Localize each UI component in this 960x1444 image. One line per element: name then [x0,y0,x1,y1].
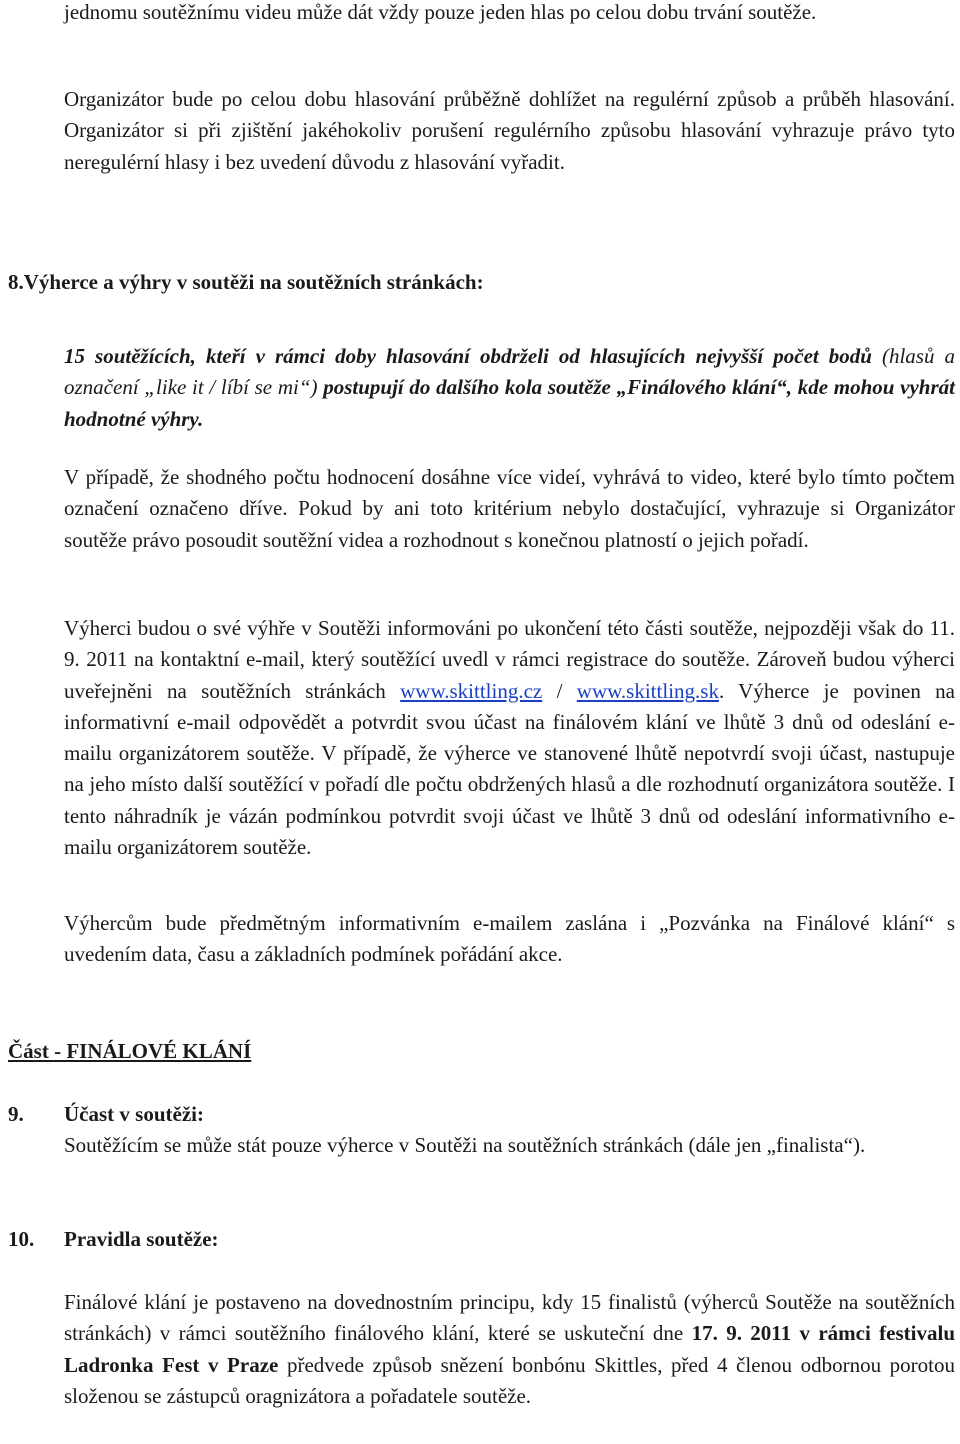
paragraph-voting-supervision: Organizátor bude po celou dobu hlasování průběžně dohlížet na regulérní způsob a průběh hlasování. Organizátor si při zjištění jakéhokoliv porušení regulérního způsobu hlasování vyhrazuje právo tyto neregulérní hlasy i bez uvedení důvodu z hlasování vyřadit. [64,87,955,174]
section-10-title: Pravidla soutěže: [64,1227,219,1251]
link-skittling-sk[interactable]: www.skittling.sk [576,678,719,703]
rules-text-b: 17. 9. 2011 v rámci festivalu Ladronka Fest v Praze [64,1321,955,1377]
paragraph-voting-limit: jednomu soutěžnímu videu může dát vždy pouze jeden hlas po celou dobu trvání soutěže. [64,0,817,24]
link-skittling-cz[interactable]: www.skittling.cz [400,678,543,703]
link-separator: / [542,678,577,703]
part-heading-final: Část - FINÁLOVÉ KLÁNÍ [8,1039,252,1063]
section-10-number: 10. [8,1227,35,1251]
winners-text-a: 15 soutěžících, kteří v rámci doby hlasování obdrželi od hlasujících nejvyšší počet bodů [64,344,882,368]
rules-text-a: Finálové klání je postaveno na dovednostním principu, kdy 15 finalistů (výherců Soutěže na soutěžních stránkách) v rámci soutěžního finálového klání, které se uskuteční dne [64,1290,955,1346]
section-heading-8: 8.Výherce a výhry v soutěži na soutěžních stránkách: [8,270,484,294]
paragraph-invitation: Výhercům bude předmětným informativním e-mailem zaslána i „Pozvánka na Finálové klání“ s uvedením data, času a základních podmínek pořádání akce. [64,911,955,967]
paragraph-tie-rule: V případě, že shodného počtu hodnocení dosáhne více videí, vyhrává to video, které bylo tímto počtem označení označeno dříve. Pokud by ani toto kritérium nebylo dostačující, vyhrazuje si Organizátor soutěže právo posoudit soutěžní videa a rozhodnout s konečnou platností o jejich pořadí. [64,465,955,552]
notification-text-a: Výherci budou o své výhře v Soutěži informováni po ukončení této části soutěže, nejpozději však do 11. 9. 2011 na kontaktní e-mail, který soutěžící uvedl v rámci registrace do soutěže. Zároveň budou výherci uveřejněni na soutěžních stránkách [64,616,955,703]
winners-text-b: (hlasů a označení „like it / líbí se mi“) [64,344,956,400]
notification-text-b: . Výherce je povinen na informativní e-mail odpovědět a potvrdit svou účast na finálovém klání ve lhůtě 3 dnů od odeslání e-mailu organizátorem soutěže. V případě, že výherce ve stanovené lhůtě nepotvrdí svoji účast, nastupuje na jeho místo další soutěžící v pořadí dle počtu obdržených hlasů a dle rozhodnutí organizátora soutěže. I tento náhradník je vázán podmínkou potvrdit svoji účast ve lhůtě 3 dnů od odeslání informativního e-mailu organizátorem soutěže. [64,678,955,860]
winners-text-c: postupují do dalšího kola soutěže „Finálového klání“, kde mohou vyhrát hodnotné výhry. [64,375,955,431]
section-9-title: Účast v soutěži: [64,1102,204,1126]
section-9-number: 9. [8,1102,24,1126]
paragraph-participation: Soutěžícím se může stát pouze výherce v Soutěži na soutěžních stránkách (dále jen „finalista“). [64,1133,866,1157]
paragraph-winner-notification [64,613,955,863]
paragraph-final-rules [64,1287,955,1412]
paragraph-winners-advance [64,341,955,435]
rules-text-c: předvede způsob snězení bonbónu Skittles, před 4 členou odbornou porotou složenou se zástupců oragnizátora a pořadatele soutěže. [64,1352,956,1408]
